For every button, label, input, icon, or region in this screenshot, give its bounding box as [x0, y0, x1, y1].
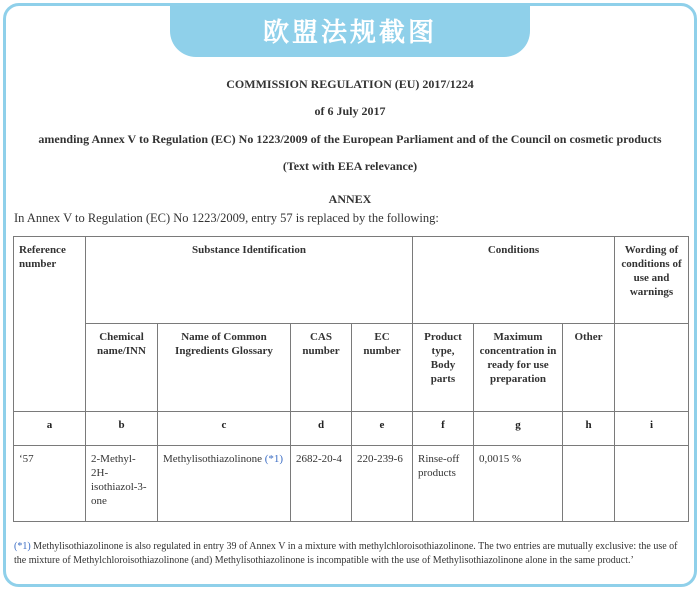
header-max-concentration: Maximum concentration in ready for use preparation [474, 324, 563, 412]
cell-product-type: Rinse-off products [413, 446, 474, 522]
eea-relevance: (Text with EEA relevance) [282, 159, 418, 173]
common-name-text: Methylisothiazolinone [163, 453, 262, 465]
regulation-date: of 6 July 2017 [314, 104, 386, 118]
column-letter: f [413, 412, 474, 446]
column-letter: a [14, 412, 86, 446]
annex-table [13, 236, 689, 522]
cell-common-name [158, 446, 291, 522]
regulation-subtitle: amending Annex V to Regulation (EC) No 1223/2009 of the European Parliament and of the Council on cosmetic products [38, 132, 662, 146]
cell-reference: ‘57 [14, 446, 86, 522]
header-common-name: Name of Common Ingredients Glossary [158, 324, 291, 412]
column-letter: e [352, 412, 413, 446]
footnote-marker[interactable]: (*1) [14, 541, 31, 552]
header-row-2 [14, 324, 689, 412]
column-letter: i [615, 412, 689, 446]
column-letter: d [291, 412, 352, 446]
annex-heading: ANNEX [328, 192, 372, 206]
cell-chemical-name: 2-Methyl-2H-isothiazol-3-one [86, 446, 158, 522]
cell-cas: 2682-20-4 [291, 446, 352, 522]
cell-wording [615, 446, 689, 522]
footnote [14, 540, 690, 568]
header-empty-cell [615, 324, 689, 412]
column-letter: h [563, 412, 615, 446]
header-row-1 [14, 237, 689, 324]
footnote-ref-link[interactable]: (*1) [264, 453, 284, 465]
column-letter: b [86, 412, 158, 446]
column-letter: g [474, 412, 563, 446]
banner-title: 欧盟法规截图 [262, 17, 437, 48]
cell-other [563, 446, 615, 522]
regulation-title: COMMISSION REGULATION (EU) 2017/1224 [226, 77, 474, 91]
table-row [14, 446, 689, 522]
header-ec-number: EC number [352, 324, 413, 412]
footnote-text: Methylisothiazolinone is also regulated in entry 39 of Annex V in a mixture with methylchloroisothiazolinone. The two entries are mutually exclusive: the use of the mixture of Methylchloroisothiazolinone (and) Methylisothiazolinone is incompatible with the use of Methylisothiazolinone alone in the same product.’ [14, 541, 678, 566]
header-substance-identification: Substance Identification [86, 237, 413, 324]
cell-max-concentration: 0,0015 % [474, 446, 563, 522]
header-product-type: Product type, Body parts [413, 324, 474, 412]
header-other: Other [563, 324, 615, 412]
column-letter-row [14, 412, 689, 446]
header-reference-number: Reference number [14, 237, 86, 412]
header-banner [170, 3, 530, 57]
annex-intro: In Annex V to Regulation (EC) No 1223/2009, entry 57 is replaced by the following: [14, 211, 439, 225]
header-wording: Wording of conditions of use and warnings [615, 237, 689, 324]
header-chemical-name: Chemical name/INN [86, 324, 158, 412]
column-letter: c [158, 412, 291, 446]
header-conditions: Conditions [413, 237, 615, 324]
header-cas-number: CAS number [291, 324, 352, 412]
cell-ec: 220-239-6 [352, 446, 413, 522]
